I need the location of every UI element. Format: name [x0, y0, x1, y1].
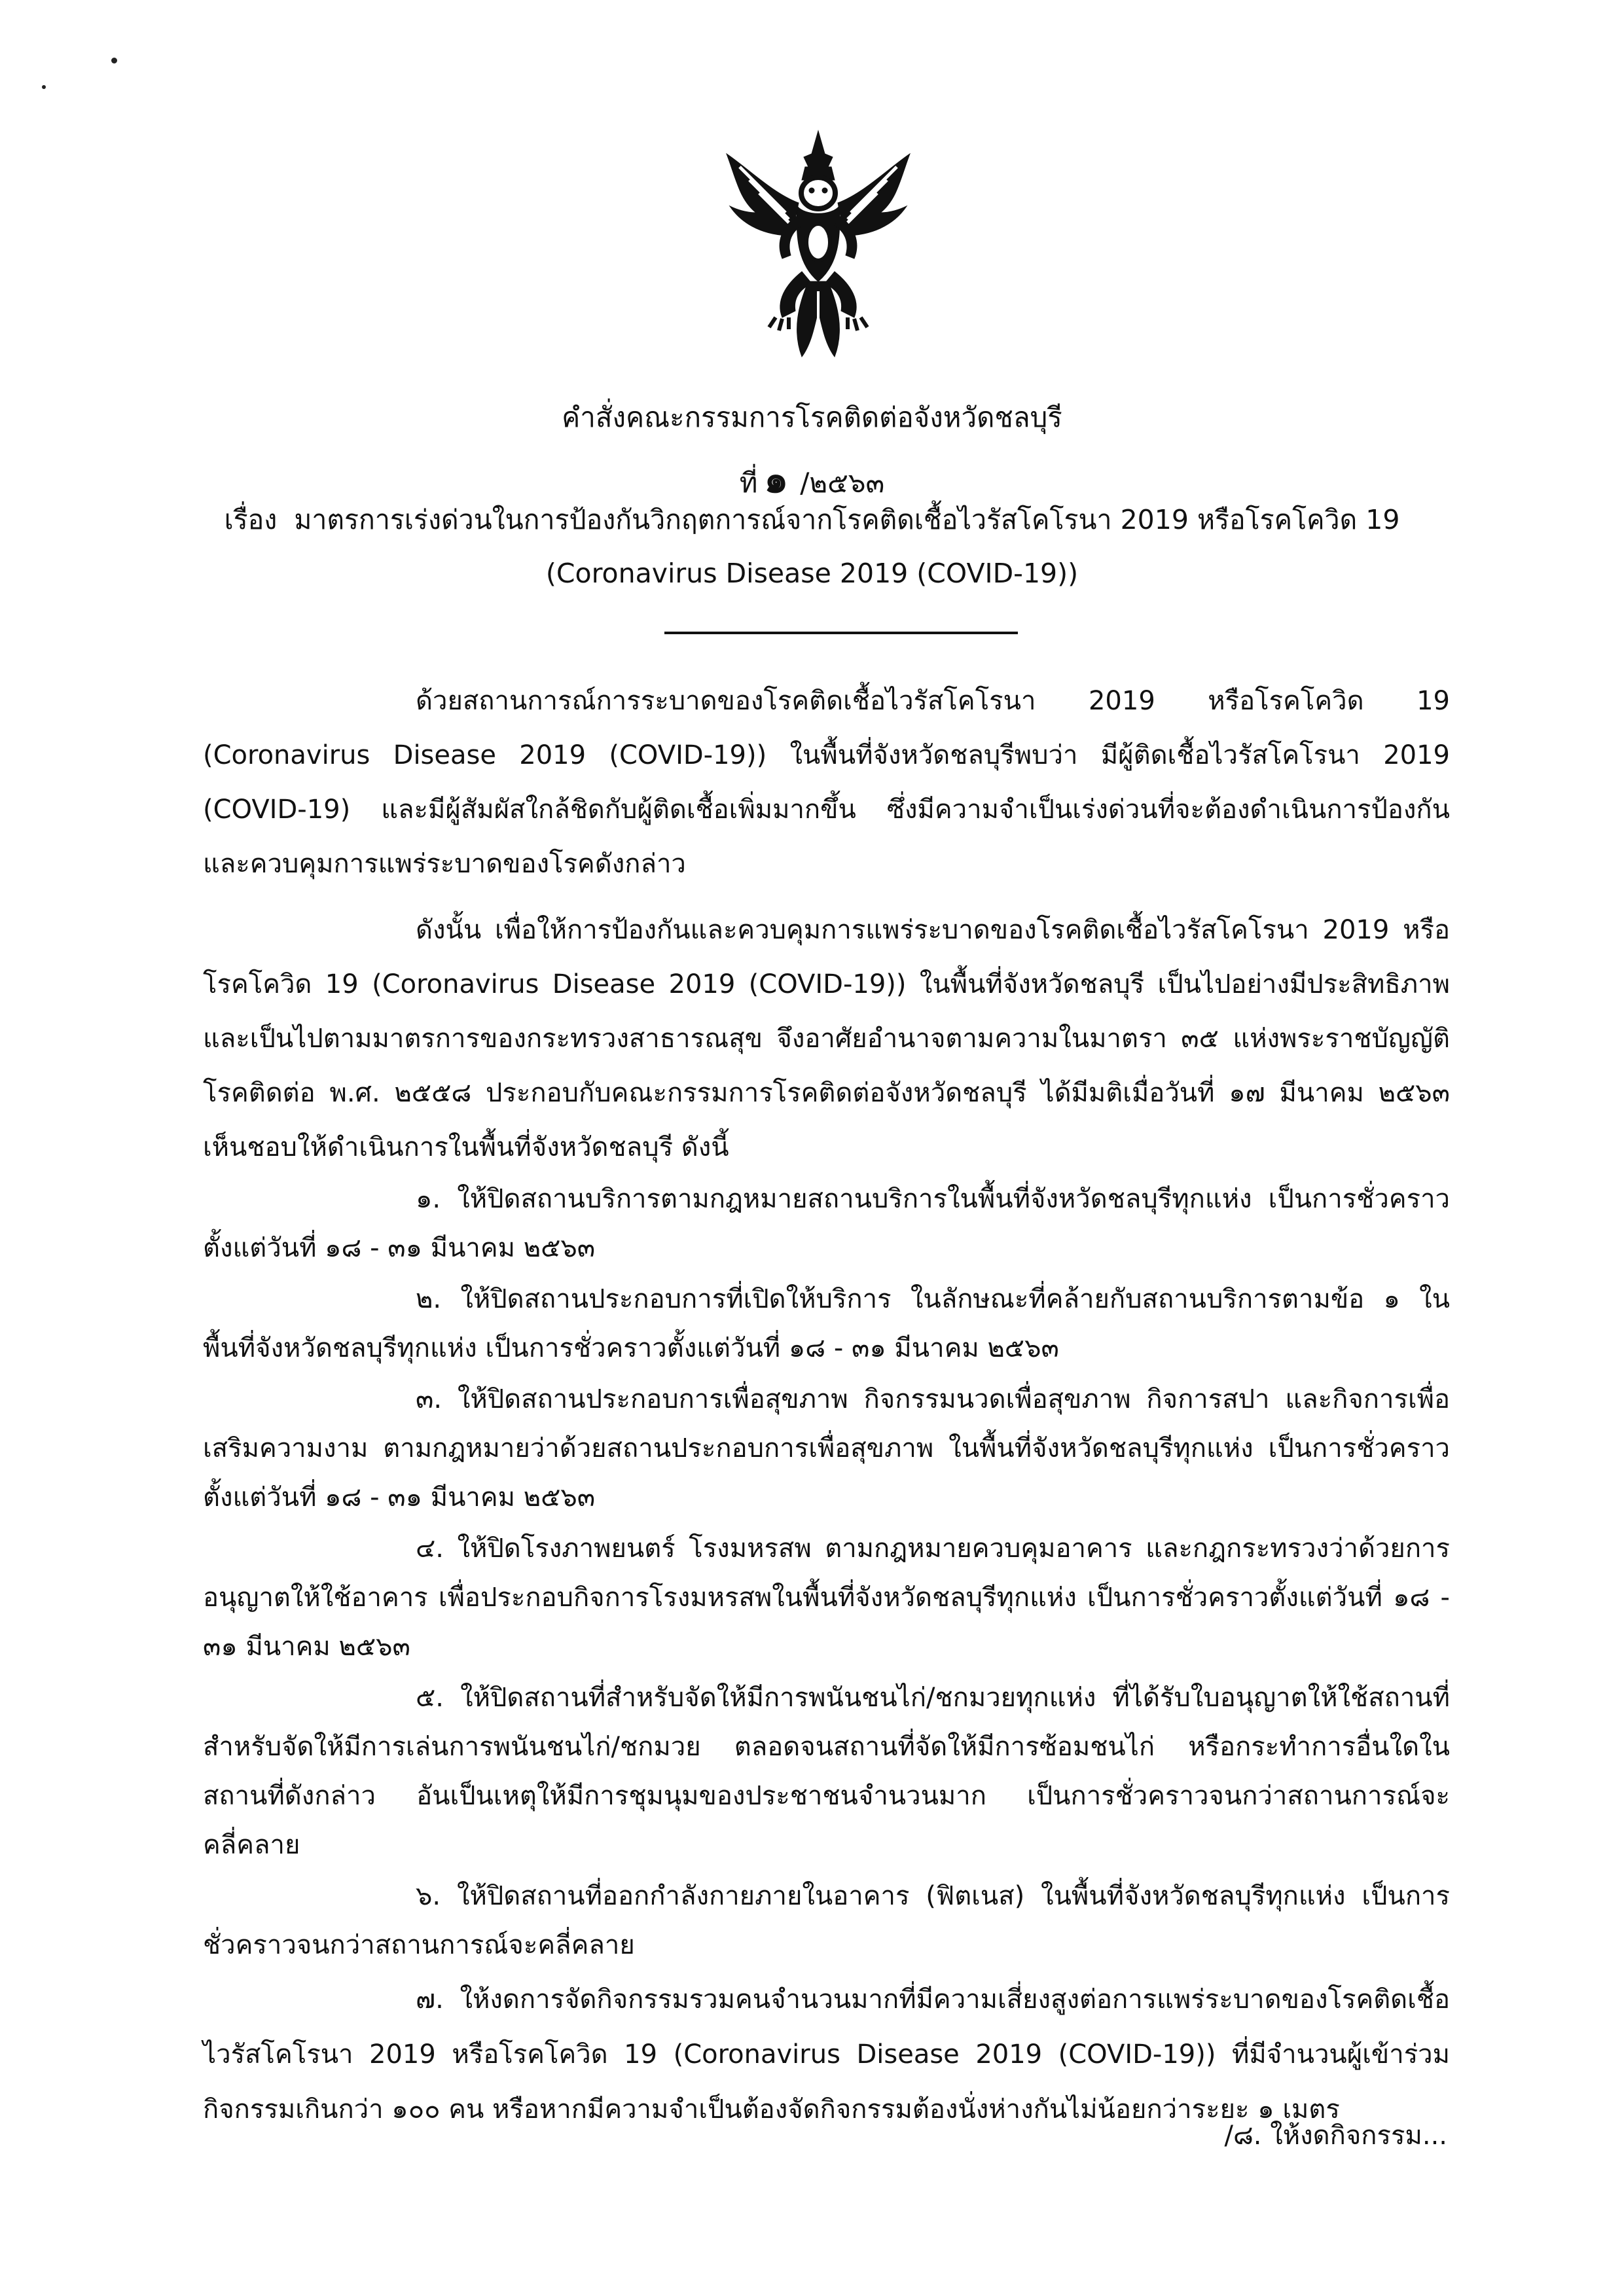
subject-label: เรื่อง: [224, 504, 278, 535]
measure-item-text: ๕. ให้ปิดสถานที่สำหรับจัดให้มีการพนันชนไก่/ชกมวยทุกแห่ง ที่ได้รับใบอนุญาตให้ใช้สถานที่สำหรับจัดให้มีการเล่นการพนันชนไก่/ชกมวย ตลอดจนสถานที่จัดให้มีการซ้อมชนไก่ หรือกระทำการอื่นใดในสถานที่ดังกล่าว อันเป็นเหตุให้มีการชุมนุมของประชาชนจำนวนมาก เป็นการชั่วคราวจนกว่าสถานการณ์จะคลี่คลาย: [203, 1683, 1450, 1860]
measure-item-text: ๓. ให้ปิดสถานประกอบการเพื่อสุขภาพ กิจกรรมนวดเพื่อสุขภาพ กิจการสปา และกิจการเพื่อเสริมความงาม ตามกฎหมายว่าด้วยสถานประกอบการเพื่อสุขภาพ ในพื้นที่จังหวัดชลบุรีทุกแห่ง เป็นการชั่วคราวตั้งแต่วันที่ ๑๘ - ๓๑ มีนาคม ๒๕๖๓: [203, 1384, 1450, 1513]
measure-item: [203, 1972, 1450, 2137]
measure-item-text: ๗. ให้งดการจัดกิจกรรมรวมคนจำนวนมากที่มีความเสี่ยงสูงต่อการแพร่ระบาดของโรคติดเชื้อไวรัสโคโรนา 2019 หรือโรคโควิด 19 (Coronavirus Disease 2019 (COVID-19)) ที่มีจำนวนผู้เข้าร่วมกิจกรรมเกินกว่า ๑๐๐ คน หรือหากมีความจำเป็นต้องจัดกิจกรรมต้องนั่งห่างกันไม่น้อยกว่าระยะ ๑ เมตร: [203, 1984, 1450, 2125]
measure-item: [203, 1872, 1450, 1970]
order-subject: [0, 499, 1624, 541]
measures-list: [203, 1175, 1450, 2139]
scan-speck: [42, 85, 46, 89]
measure-item: [203, 1674, 1450, 1870]
order-title: คำสั่งคณะกรรมการโรคติดต่อจังหวัดชลบุรี: [562, 401, 1062, 433]
paragraph-background-text: ด้วยสถานการณ์การระบาดของโรคติดเชื้อไวรัสโคโรนา 2019 หรือโรคโควิด 19 (Coronavirus Disease 2019 (COVID-19)) ในพื้นที่จังหวัดชลบุรีพบว่า มีผู้ติดเชื้อไวรัสโคโรนา 2019 (COVID-19) และมีผู้สัมผัสใกล้ชิดกับผู้ติดเชื้อเพิ่มมากขึ้น ซึ่งมีความจำเป็นเร่งด่วนที่จะต้องดำเนินการป้องกันและควบคุมการแพร่ระบาดของโรคดังกล่าว: [203, 686, 1450, 879]
measure-item-text: ๖. ให้ปิดสถานที่ออกกำลังกายภายในอาคาร (ฟิตเนส) ในพื้นที่จังหวัดชลบุรีทุกแห่ง เป็นการชั่วคราวจนกว่าสถานการณ์จะคลี่คลาย: [203, 1881, 1450, 1960]
measure-item: [203, 1275, 1450, 1373]
measure-item: [203, 1375, 1450, 1522]
header-divider: [664, 632, 1018, 634]
order-subject-english: (Coronavirus Disease 2019 (COVID-19)): [545, 558, 1079, 589]
measure-item-text: ๒. ให้ปิดสถานประกอบการที่เปิดให้บริการ ในลักษณะที่คล้ายกับสถานบริการตามข้อ ๑ ในพื้นที่จังหวัดชลบุรีทุกแห่ง เป็นการชั่วคราวตั้งแต่วันที่ ๑๘ - ๓๑ มีนาคม ๒๕๖๓: [203, 1284, 1450, 1363]
order-number-year: /๒๕๖๓: [800, 467, 885, 499]
subject-text: มาตรการเร่งด่วนในการป้องกันวิกฤตการณ์จากโรคติดเชื้อไวรัสโคโรนา 2019 หรือโรคโควิด 19: [294, 504, 1400, 535]
garuda-emblem-icon: [720, 128, 916, 370]
paragraph-authority-text: ดังนั้น เพื่อให้การป้องกันและควบคุมการแพร่ระบาดของโรคติดเชื้อไวรัสโคโรนา 2019 หรือโรคโควิด 19 (Coronavirus Disease 2019 (COVID-19)) ในพื้นที่จังหวัดชลบุรี เป็นไปอย่างมีประสิทธิภาพและเป็นไปตามมาตรการของกระทรวงสาธารณสุข จึงอาศัยอำนาจตามความในมาตรา ๓๕ แห่งพระราชบัญญัติโรคติดต่อ พ.ศ. ๒๕๕๘ ประกอบกับคณะกรรมการโรคติดต่อจังหวัดชลบุรี ได้มีมติเมื่อวันที่ ๑๗ มีนาคม ๒๕๖๓ เห็นชอบให้ดำเนินการในพื้นที่จังหวัดชลบุรี ดังนี้: [203, 915, 1450, 1162]
measure-item: [203, 1524, 1450, 1672]
paragraph-background: [203, 674, 1450, 891]
measure-item: [203, 1175, 1450, 1273]
order-number-prefix: ที่: [739, 467, 758, 499]
measure-item-text: ๔. ให้ปิดโรงภาพยนตร์ โรงมหรสพ ตามกฎหมายควบคุมอาคาร และกฎกระทรวงว่าด้วยการอนุญาตให้ใช้อาคาร เพื่อประกอบกิจการโรงมหรสพในพื้นที่จังหวัดชลบุรีทุกแห่ง เป็นการชั่วคราวตั้งแต่วันที่ ๑๘ - ๓๑ มีนาคม ๒๕๖๓: [203, 1534, 1450, 1662]
scan-speck: [111, 58, 117, 63]
paragraph-authority: [203, 903, 1450, 1175]
page-continuation: /๘. ให้งดกิจกรรม...: [1224, 2121, 1447, 2151]
measure-item-text: ๑. ให้ปิดสถานบริการตามกฎหมายสถานบริการในพื้นที่จังหวัดชลบุรีทุกแห่ง เป็นการชั่วคราวตั้งแต่วันที่ ๑๘ - ๓๑ มีนาคม ๒๕๖๓: [203, 1184, 1450, 1263]
order-number-value: ๑: [764, 457, 789, 501]
